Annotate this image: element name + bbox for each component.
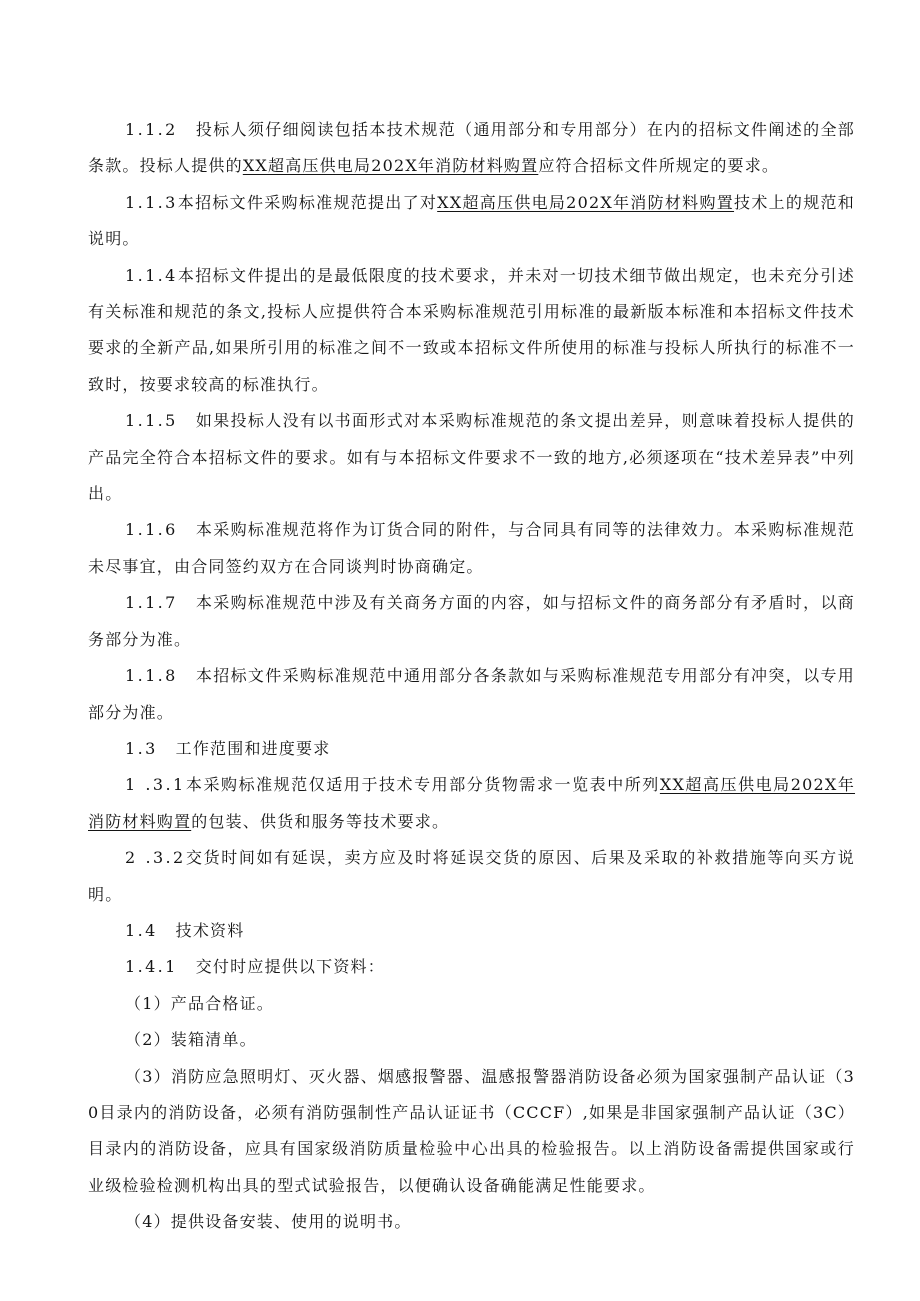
clause-text: 的包装、供货和服务等技术要求。 — [191, 811, 450, 831]
list-item — [88, 1204, 855, 1240]
clause-2-3-2 — [88, 840, 855, 913]
project-name-underlined: XX超高压供电局202X年消防材料购置 — [88, 775, 856, 831]
clause-number: 1.4.1 — [125, 957, 178, 977]
list-text: 提供设备安装、使用的说明书。 — [170, 1212, 412, 1232]
section-number: 1.3 — [125, 738, 158, 758]
clause-text: 本招标文件提出的是最低限度的技术要求，并未对一切技术细节做出规定，也未充分引述有关标准和规范的条文,投标人应提供符合本采购标准规范引用标准的最新版本标准和本招标文件技术要求的全新产品,如果所引用的标准之间不一致或本招标文件所使用的标准与投标人所执行的标准不一致时，按要求较高的标准执行。 — [88, 265, 855, 394]
clause-text: 投标人须仔细阅读包括本技术规范（通用部分和专用部分）在内的招标文件阐述的全部条款。投标人提供的 — [88, 120, 855, 176]
clause-text: 本招标文件采购标准规范提出了对 — [177, 192, 438, 212]
section-title: 工作范围和进度要求 — [175, 738, 331, 758]
list-text: 产品合格证。 — [170, 993, 274, 1013]
clause-text: 本采购标准规范将作为订货合同的附件，与合同具有同等的法律效力。本采购标准规范未尽事宜，由合同签约双方在合同谈判时协商确定。 — [88, 520, 855, 576]
list-item — [88, 1059, 855, 1205]
clause-1-1-6 — [88, 512, 855, 585]
clause-number: 1.1.2 — [125, 120, 178, 139]
clause-text: 技术上的规范和说明。 — [88, 192, 855, 249]
clause-1-3-1 — [88, 767, 855, 840]
list-item — [88, 1022, 855, 1058]
clause-text: 本采购标准规范中涉及有关商务方面的内容，如与招标文件的商务部分有矛盾时，以商务部分为准。 — [88, 593, 855, 649]
clause-number: 1 .3.1 — [125, 775, 186, 795]
section-heading-1-3 — [88, 731, 855, 767]
list-marker: （2） — [125, 1030, 171, 1050]
clause-text: 本招标文件采购标准规范中通用部分各条款如与采购标准规范专用部分有冲突，以专用部分为准。 — [88, 666, 855, 722]
clause-number: 1.1.4 — [125, 265, 178, 285]
list-text: 装箱清单。 — [170, 1030, 257, 1050]
clause-1-4-1 — [88, 949, 855, 985]
list-item — [88, 986, 855, 1022]
clause-number: 1.1.7 — [125, 593, 178, 613]
clause-1-1-3 — [88, 185, 855, 258]
clause-number: 2 .3.2 — [125, 848, 186, 868]
clause-1-1-4 — [88, 258, 855, 404]
section-number: 1.4 — [125, 920, 158, 940]
clause-number: 1.1.6 — [125, 520, 178, 540]
clause-text: 交货时间如有延误，卖方应及时将延误交货的原因、后果及采取的补救措施等向买方说明。 — [88, 848, 855, 904]
clause-text: 如果投标人没有以书面形式对本采购标准规范的条文提出差异，则意味着投标人提供的产品完全符合本招标文件的要求。如有与本招标文件要求不一致的地方,必须逐项在“技术差异表”中列出。 — [88, 411, 855, 504]
list-marker: （1） — [125, 993, 171, 1013]
list-marker: （3） — [125, 1066, 171, 1086]
list-text: 消防应急照明灯、灭火器、烟感报警器、温感报警器消防设备必须为国家强制产品认证（30目录内的消防设备，必须有消防强制性产品认证证书（CCCF）,如果是非国家强制产品认证（3C）目录内的消防设备，应具有国家级消防质量检验中心出具的检验报告。以上消防设备需提供国家或行业级检验检测机构出具的型式试验报告，以便确认设备确能满足性能要求。 — [88, 1066, 856, 1195]
clause-text: 应符合招标文件所规定的要求。 — [538, 156, 780, 176]
clause-text: 本采购标准规范仅适用于技术专用部分货物需求一览表中所列 — [185, 775, 660, 795]
clause-1-1-7 — [88, 585, 855, 658]
clause-1-1-8 — [88, 658, 855, 731]
clause-number: 1.1.5 — [125, 411, 178, 431]
section-title: 技术资料 — [175, 920, 245, 940]
clause-number: 1.1.8 — [125, 666, 178, 686]
clause-1-1-2 — [88, 112, 855, 185]
clause-number: 1.1.3 — [125, 192, 178, 212]
project-name-underlined: XX超高压供电局202X年消防材料购置 — [242, 156, 539, 176]
clause-1-1-5 — [88, 403, 855, 512]
list-marker: （4） — [125, 1212, 171, 1232]
project-name-underlined: XX超高压供电局202X年消防材料购置 — [437, 192, 735, 212]
clause-text: 交付时应提供以下资料： — [195, 957, 385, 977]
section-heading-1-4 — [88, 913, 855, 949]
